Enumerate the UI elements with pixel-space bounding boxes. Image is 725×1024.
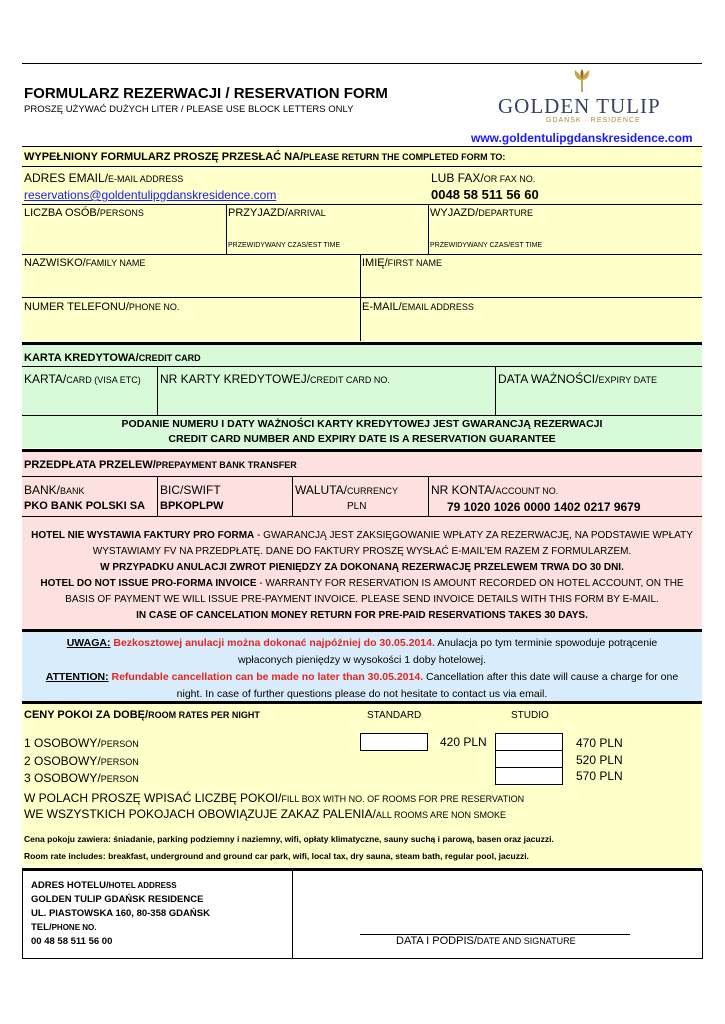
rate-row-3: 3 OSOBOWY/PERSON (24, 771, 139, 785)
persons-field[interactable]: LICZBA OSÓB/PERSONS (24, 207, 144, 219)
form-subtitle: PROSZĘ UŻYWAĆ DUŻYCH LITER / PLEASE USE BLOCK LETTERS ONLY (24, 104, 354, 115)
rate-rows-labels (24, 735, 139, 788)
signature-label: DATA I PODPIS/DATE AND SIGNATURE (396, 935, 576, 947)
card-type-field[interactable]: KARTA/CARD (VISA ETC) (24, 372, 141, 386)
arrival-field[interactable]: PRZYJAZD/ARRIVAL (228, 207, 326, 219)
brand-subtitle: GDAŃSK · RESIDENCE (546, 117, 641, 124)
credit-card-title: KARTA KREDYTOWA/CREDIT CARD (24, 352, 201, 364)
cancellation-notice: UWAGA: Bezkosztowej anulacji można dokonać najpóźniej do 30.05.2014. Anulacja po tym terminie spowoduje potrącenie wpłaconych pieniędzy w wysokości 1 doby hotelowej. ATTENTION: Refundable cancellation can be made no later than 30.05.2014. Cancellation after this date will cause a charge for one night. In case of further questions please do not hesitate to contact us via email. (45, 637, 679, 700)
guarantee-en: CREDIT CARD NUMBER AND EXPIRY DATE IS A RESERVATION GUARANTEE (168, 433, 556, 445)
rate-row-1: 1 OSOBOWY/PERSON (24, 736, 139, 750)
email-label: ADRES EMAIL/E-MAIL ADDRESS (24, 171, 184, 185)
phone-field[interactable]: NUMER TELEFONU/PHONE NO. (24, 301, 180, 313)
guarantee-pl: PODANIE NUMERU I DATY WAŻNOŚCI KARTY KREDYTOWEJ JEST GWARANCJĄ REZERWACJI (121, 418, 603, 430)
bic-label: BIC/SWIFT (160, 483, 221, 497)
tulip-logo-icon (569, 68, 595, 94)
col-standard: STANDARD (367, 710, 422, 721)
rates-notes: W POLACH PROSZĘ WPISAĆ LICZBĘ POKOI/FILL BOX WITH NO. OF ROOMS FOR PRE RESERVATION WE WSZYSTKICH POKOJACH OBOWIĄZUJE ZAKAZ PALENIA/ALL ROOMS ARE NON SMOKE (24, 791, 525, 821)
account-label: NR KONTA/ACCOUNT NO. (431, 483, 559, 497)
studio-1-input[interactable] (495, 733, 563, 751)
departure-field[interactable]: WYJAZD/DEPARTURE (430, 207, 533, 219)
col-studio: STUDIO (511, 710, 549, 721)
firstname-field[interactable]: IMIĘ/FIRST NAME (362, 257, 443, 269)
studio-3-input[interactable] (495, 767, 563, 785)
card-number-field[interactable]: NR KARTY KREDYTOWEJ/CREDIT CARD NO. (160, 372, 390, 386)
arrival-est-time: PRZEWIDYWANY CZAS/EST TIME (228, 242, 341, 249)
return-title: WYPEŁNIONY FORMULARZ PROSZĘ PRZESŁAĆ NA/PLEASE RETURN THE COMPLETED FORM TO: (24, 151, 506, 163)
brand-name: GOLDEN TULIP (498, 94, 661, 118)
standard-1-price: 420 PLN (440, 735, 487, 749)
included-pl: Cena pokoju zawiera: śniadanie, parking podziemny i naziemny, wifi, opłaty klimatyczne, sauny suchą i parową, basen oraz jacuzzi. (24, 834, 554, 844)
fax-number: 0048 58 511 56 60 (431, 187, 539, 202)
rates-title: CENY POKOI ZA DOBĘ/ROOM RATES PER NIGHT (24, 709, 260, 721)
guest-email-field[interactable]: E-MAIL/EMAIL ADDRESS (362, 301, 474, 313)
bank-value: PKO BANK POLSKI SA (24, 500, 146, 512)
bank-label: BANK/BANK (24, 483, 85, 497)
account-value: 79 1020 1026 0000 1402 0217 9679 (447, 500, 641, 514)
rate-row-2: 2 OSOBOWY/PERSON (24, 753, 139, 768)
transfer-title: PRZEDPŁATA PRZELEW/PREPAYMENT BANK TRANSFER (24, 459, 297, 471)
hotel-address: ADRES HOTELU/HOTEL ADDRESS GOLDEN TULIP GDAŃSK RESIDENCE UL. PIASTOWSKA 160, 80-358 GDAŃSK TEL/PHONE NO. 00 48 58 511 56 00 (31, 880, 210, 947)
currency-label: WALUTA/CURRENCY (295, 483, 399, 497)
currency-value: PLN (347, 501, 367, 512)
website-link[interactable]: www.goldentulipgdanskresidence.com (471, 131, 693, 145)
studio-2-input[interactable] (495, 750, 563, 768)
top-rule (22, 63, 702, 64)
fax-label: LUB FAX/OR FAX NO. (431, 171, 536, 185)
included-en: Room rate includes: breakfast, underground and ground car park, wifi, local tax, dry sauna, steam bath, regular pool, jacuzzi. (24, 851, 529, 861)
invoice-notice: HOTEL NIE WYSTAWIA FAKTURY PRO FORMA - GWARANCJĄ JEST ZAKSIĘGOWANIE WPŁATY ZA REZERWACJĘ, NA PODSTAWIE WPŁATY WYSTAWIAMY FV NA PRZEDPŁATĘ. DANE DO FAKTURY PROSZĘ WYSŁAĆ E-MAIL'EM RAZEM Z FORMULARZEM. W PRZYPADKU ANULACJI ZWROT PIENIĘDZY ZA DOKONANĄ REZERWACJĘ PRZELEWEM TRWA DO 30 DNI. HOTEL DO NOT ISSUE PRO-FORMA INVOICE - WARRANTY FOR RESERVATION IS AMOUNT RECORDED ON HOTEL ACCOUNT, ON THE BASIS OF PAYMENT WE WILL ISSUE PRE-PAYMENT INVOICE. PLEASE SEND INVOICE DETAILS WITH THIS FORM BY E-MAIL. IN CASE OF CANCELATION MONEY RETURN FOR PRE-PAID RESERVATIONS TAKES 30 DAYS. (31, 530, 693, 621)
studio-prices: 470 PLN 520 PLN 570 PLN (576, 736, 623, 783)
reservation-email-link[interactable]: reservations@goldentulipgdanskresidence.com (24, 188, 277, 202)
surname-field[interactable]: NAZWISKO/FAMILY NAME (24, 257, 146, 269)
bic-value: BPKOPLPW (160, 500, 224, 512)
departure-est-time: PRZEWIDYWANY CZAS/EST TIME (430, 242, 543, 249)
standard-1-input[interactable] (360, 733, 428, 751)
card-expiry-field[interactable]: DATA WAŻNOŚCI/EXPIRY DATE (498, 372, 657, 386)
form-title: FORMULARZ REZERWACJI / RESERVATION FORM (24, 85, 388, 102)
